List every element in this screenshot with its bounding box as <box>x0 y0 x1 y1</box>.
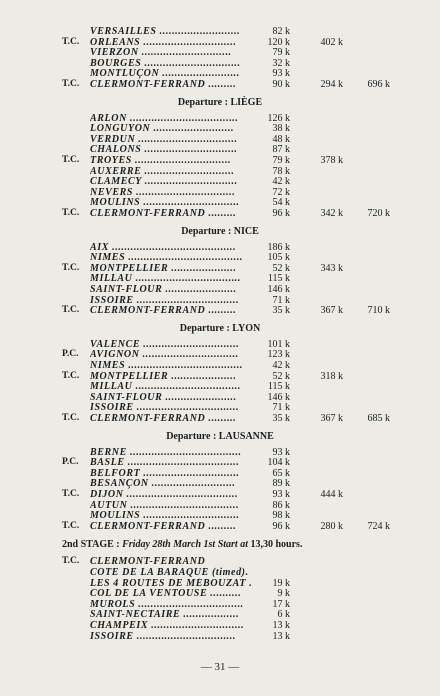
table-row <box>0 392 440 403</box>
control-code: T.C. <box>62 520 80 531</box>
place-name: VALENCE ............................... <box>90 338 240 350</box>
table-row <box>0 144 440 155</box>
place-name: MOULINS ............................... <box>90 197 240 209</box>
leg-distance: 32 k <box>272 57 290 69</box>
table-row <box>0 295 440 306</box>
control-code: T.C. <box>62 305 80 316</box>
place-name: CLERMONT-FERRAND ......... <box>90 520 237 532</box>
section-heading: Departure : LYON <box>179 322 261 334</box>
section-distance: 342 k <box>320 208 343 219</box>
place-name: LES 4 ROUTES DE MÉBOUZAT . <box>90 577 253 589</box>
leg-distance: 105 k <box>267 252 290 264</box>
leg-distance: 13 k <box>272 620 290 631</box>
leg-distance: 89 k <box>272 478 290 490</box>
total-distance: 696 k <box>367 79 390 90</box>
place-name: MONTPELLIER ..................... <box>90 262 237 274</box>
table-row <box>0 620 440 631</box>
leg-distance: 120 k <box>267 36 290 48</box>
table-row <box>0 609 440 620</box>
stage-heading <box>62 539 422 551</box>
leg-distance: 17 k <box>272 598 290 610</box>
place-name: CLERMONT-FERRAND ......... <box>90 305 237 317</box>
table-row <box>0 349 440 360</box>
table-row <box>0 263 440 274</box>
place-name: MOULINS ............................... <box>90 510 240 522</box>
table-row <box>0 155 440 166</box>
table-row <box>0 26 440 37</box>
table-row <box>0 176 440 187</box>
place-name: VERDUN ................................ <box>90 133 238 145</box>
place-name: CLERMONT-FERRAND ......... <box>90 79 237 90</box>
place-name: BOURGES ............................... <box>90 57 241 69</box>
leg-distance: 38 k <box>272 123 290 135</box>
table-row <box>0 68 440 79</box>
control-code: T.C. <box>62 262 80 273</box>
leg-distance: 9 k <box>277 588 290 600</box>
section-distance: 318 k <box>320 370 343 382</box>
table-row <box>0 37 440 48</box>
leg-distance: 82 k <box>272 26 290 37</box>
leg-distance: 98 k <box>272 510 290 522</box>
table-row <box>0 468 440 479</box>
section-distance: 280 k <box>320 520 343 532</box>
leg-distance: 104 k <box>267 457 290 469</box>
table-row <box>0 599 440 610</box>
place-name: NEVERS ................................ <box>90 186 236 198</box>
table-row <box>0 413 440 424</box>
leg-distance: 146 k <box>267 284 290 295</box>
place-name: CHAMPEIX .............................. <box>90 620 245 631</box>
leg-distance: 13 k <box>272 630 290 642</box>
section-heading: Departure : NICE <box>181 225 259 237</box>
control-code: T.C. <box>62 36 80 47</box>
leg-distance: 93 k <box>272 68 290 80</box>
table-row <box>0 252 440 263</box>
leg-distance: 35 k <box>272 413 290 424</box>
control-code: T.C. <box>62 155 80 165</box>
leg-distance: 6 k <box>277 609 290 621</box>
place-name: MONTPELLIER ..................... <box>90 370 237 382</box>
table-row <box>0 521 440 532</box>
table-row <box>0 510 440 521</box>
table-row <box>0 273 440 284</box>
place-name: TROYES ............................... <box>90 155 232 166</box>
section-heading: Departure : LIÈGE <box>177 96 263 108</box>
table-row <box>0 242 440 253</box>
place-name: SAINT-FLOUR ....................... <box>90 284 237 295</box>
place-name: AUTUN ................................... <box>90 499 240 511</box>
leg-distance: 52 k <box>272 262 290 274</box>
control-code: T.C. <box>62 370 80 381</box>
table-row <box>0 578 440 589</box>
control-code: T.C. <box>62 79 80 89</box>
place-name: AVIGNON ............................... <box>90 349 239 361</box>
leg-distance: 126 k <box>267 112 290 124</box>
total-distance: 720 k <box>367 208 390 219</box>
table-row <box>0 447 440 458</box>
place-name: CLAMECY .............................. <box>90 176 238 188</box>
table-row <box>0 381 440 392</box>
total-distance: 710 k <box>367 305 390 317</box>
table-row <box>0 134 440 145</box>
total-distance: 724 k <box>367 520 390 532</box>
place-name: CLERMONT-FERRAND ......... <box>90 208 237 219</box>
control-code: T.C. <box>62 489 80 499</box>
place-name: NIMES ..................................... <box>90 252 244 264</box>
page-number: — 31 — <box>200 661 240 673</box>
stage-detail: Friday 28th March 1st Start at <box>122 539 251 551</box>
table-row <box>0 457 440 468</box>
table-row <box>0 588 440 599</box>
table-row <box>0 500 440 511</box>
leg-distance: 115 k <box>267 273 290 285</box>
table-row <box>0 402 440 413</box>
control-code: P.C. <box>62 457 79 468</box>
table-row <box>0 113 440 124</box>
table-row <box>0 197 440 208</box>
table-row <box>0 371 440 382</box>
table-row <box>0 567 440 578</box>
section-distance: 378 k <box>320 155 343 166</box>
table-row <box>0 305 440 316</box>
leg-distance: 79 k <box>272 47 290 59</box>
place-name: LONGUYON .......................... <box>90 123 235 135</box>
place-name: AUXERRE ............................. <box>90 165 235 177</box>
leg-distance: 35 k <box>272 305 290 317</box>
place-name: COTE DE LA BARAQUE (timed). <box>90 567 249 578</box>
place-name: BELFORT ............................... <box>90 467 240 479</box>
table-row <box>0 360 440 371</box>
section-heading: Departure : LAUSANNE <box>166 430 274 442</box>
table-row <box>0 478 440 489</box>
place-name: NIMES ..................................... <box>90 360 244 371</box>
place-name: CHALONS .............................. <box>90 144 238 156</box>
place-name: CLERMONT-FERRAND ......... <box>90 413 237 424</box>
section-distance: 402 k <box>320 36 343 48</box>
place-name: BASLE .................................... <box>90 457 240 469</box>
place-name: MONTLUÇON ......................... <box>90 68 240 80</box>
leg-distance: 90 k <box>272 79 290 90</box>
leg-distance: 42 k <box>272 360 290 371</box>
place-name: MUROLS .................................. <box>90 598 244 610</box>
leg-distance: 96 k <box>272 208 290 219</box>
leg-distance: 52 k <box>272 370 290 382</box>
leg-distance: 123 k <box>267 349 290 361</box>
leg-distance: 101 k <box>267 338 290 350</box>
place-name: CLERMONT-FERRAND <box>90 556 206 568</box>
place-name: ISSOIRE ................................ <box>90 630 236 642</box>
section-distance: 367 k <box>320 413 343 424</box>
table-row <box>0 489 440 500</box>
table-row <box>0 187 440 198</box>
leg-distance: 186 k <box>267 241 290 253</box>
table-row <box>0 631 440 642</box>
leg-distance: 72 k <box>272 186 290 198</box>
place-name: ARLON ................................... <box>90 112 239 124</box>
control-code: T.C. <box>62 556 80 567</box>
section-distance: 367 k <box>320 305 343 317</box>
place-name: SAINT-NECTAIRE .................. <box>90 609 240 621</box>
leg-distance: 71 k <box>272 294 290 306</box>
table-row <box>0 556 440 567</box>
total-distance: 685 k <box>367 413 390 424</box>
place-name: SAINT-FLOUR ....................... <box>90 391 237 403</box>
leg-distance: 19 k <box>272 577 290 589</box>
stage-time: 13,30 hours. <box>250 539 303 551</box>
place-name: BESANÇON ........................... <box>90 478 236 490</box>
leg-distance: 54 k <box>272 197 290 209</box>
table-row <box>0 47 440 58</box>
control-code: T.C. <box>62 208 80 218</box>
leg-distance: 146 k <box>267 391 290 403</box>
section-distance: 343 k <box>320 262 343 274</box>
table-row <box>0 284 440 295</box>
leg-distance: 115 k <box>267 381 290 393</box>
table-row <box>0 79 440 90</box>
leg-distance: 65 k <box>272 467 290 479</box>
leg-distance: 71 k <box>272 402 290 414</box>
control-code: P.C. <box>62 349 79 360</box>
place-name: COL DE LA VENTOUSE .......... <box>90 588 242 600</box>
leg-distance: 78 k <box>272 165 290 177</box>
place-name: AIX ........................................ <box>90 241 237 253</box>
leg-distance: 42 k <box>272 176 290 188</box>
leg-distance: 93 k <box>272 489 290 500</box>
leg-distance: 79 k <box>272 155 290 166</box>
place-name: VIERZON ............................. <box>90 47 232 59</box>
place-name: ISSOIRE ................................. <box>90 294 240 306</box>
section-distance: 294 k <box>320 79 343 90</box>
table-row <box>0 339 440 350</box>
place-name: BERNE .................................... <box>90 446 242 458</box>
leg-distance: 87 k <box>272 144 290 156</box>
place-name: DIJON .................................... <box>90 489 239 500</box>
place-name: MILLAU .................................. <box>90 381 241 393</box>
place-name: ORLEANS .............................. <box>90 36 237 48</box>
leg-distance: 96 k <box>272 520 290 532</box>
place-name: MILLAU .................................. <box>90 273 241 285</box>
leg-distance: 86 k <box>272 499 290 511</box>
section-distance: 444 k <box>320 489 343 500</box>
table-row <box>0 58 440 69</box>
control-code: T.C. <box>62 413 80 423</box>
table-row <box>0 166 440 177</box>
table-row <box>0 208 440 219</box>
leg-distance: 93 k <box>272 446 290 458</box>
stage-label: 2nd STAGE : <box>62 539 123 551</box>
place-name: VERSAILLES .......................... <box>90 26 241 37</box>
leg-distance: 48 k <box>272 133 290 145</box>
place-name: ISSOIRE ................................. <box>90 402 240 414</box>
table-row <box>0 123 440 134</box>
